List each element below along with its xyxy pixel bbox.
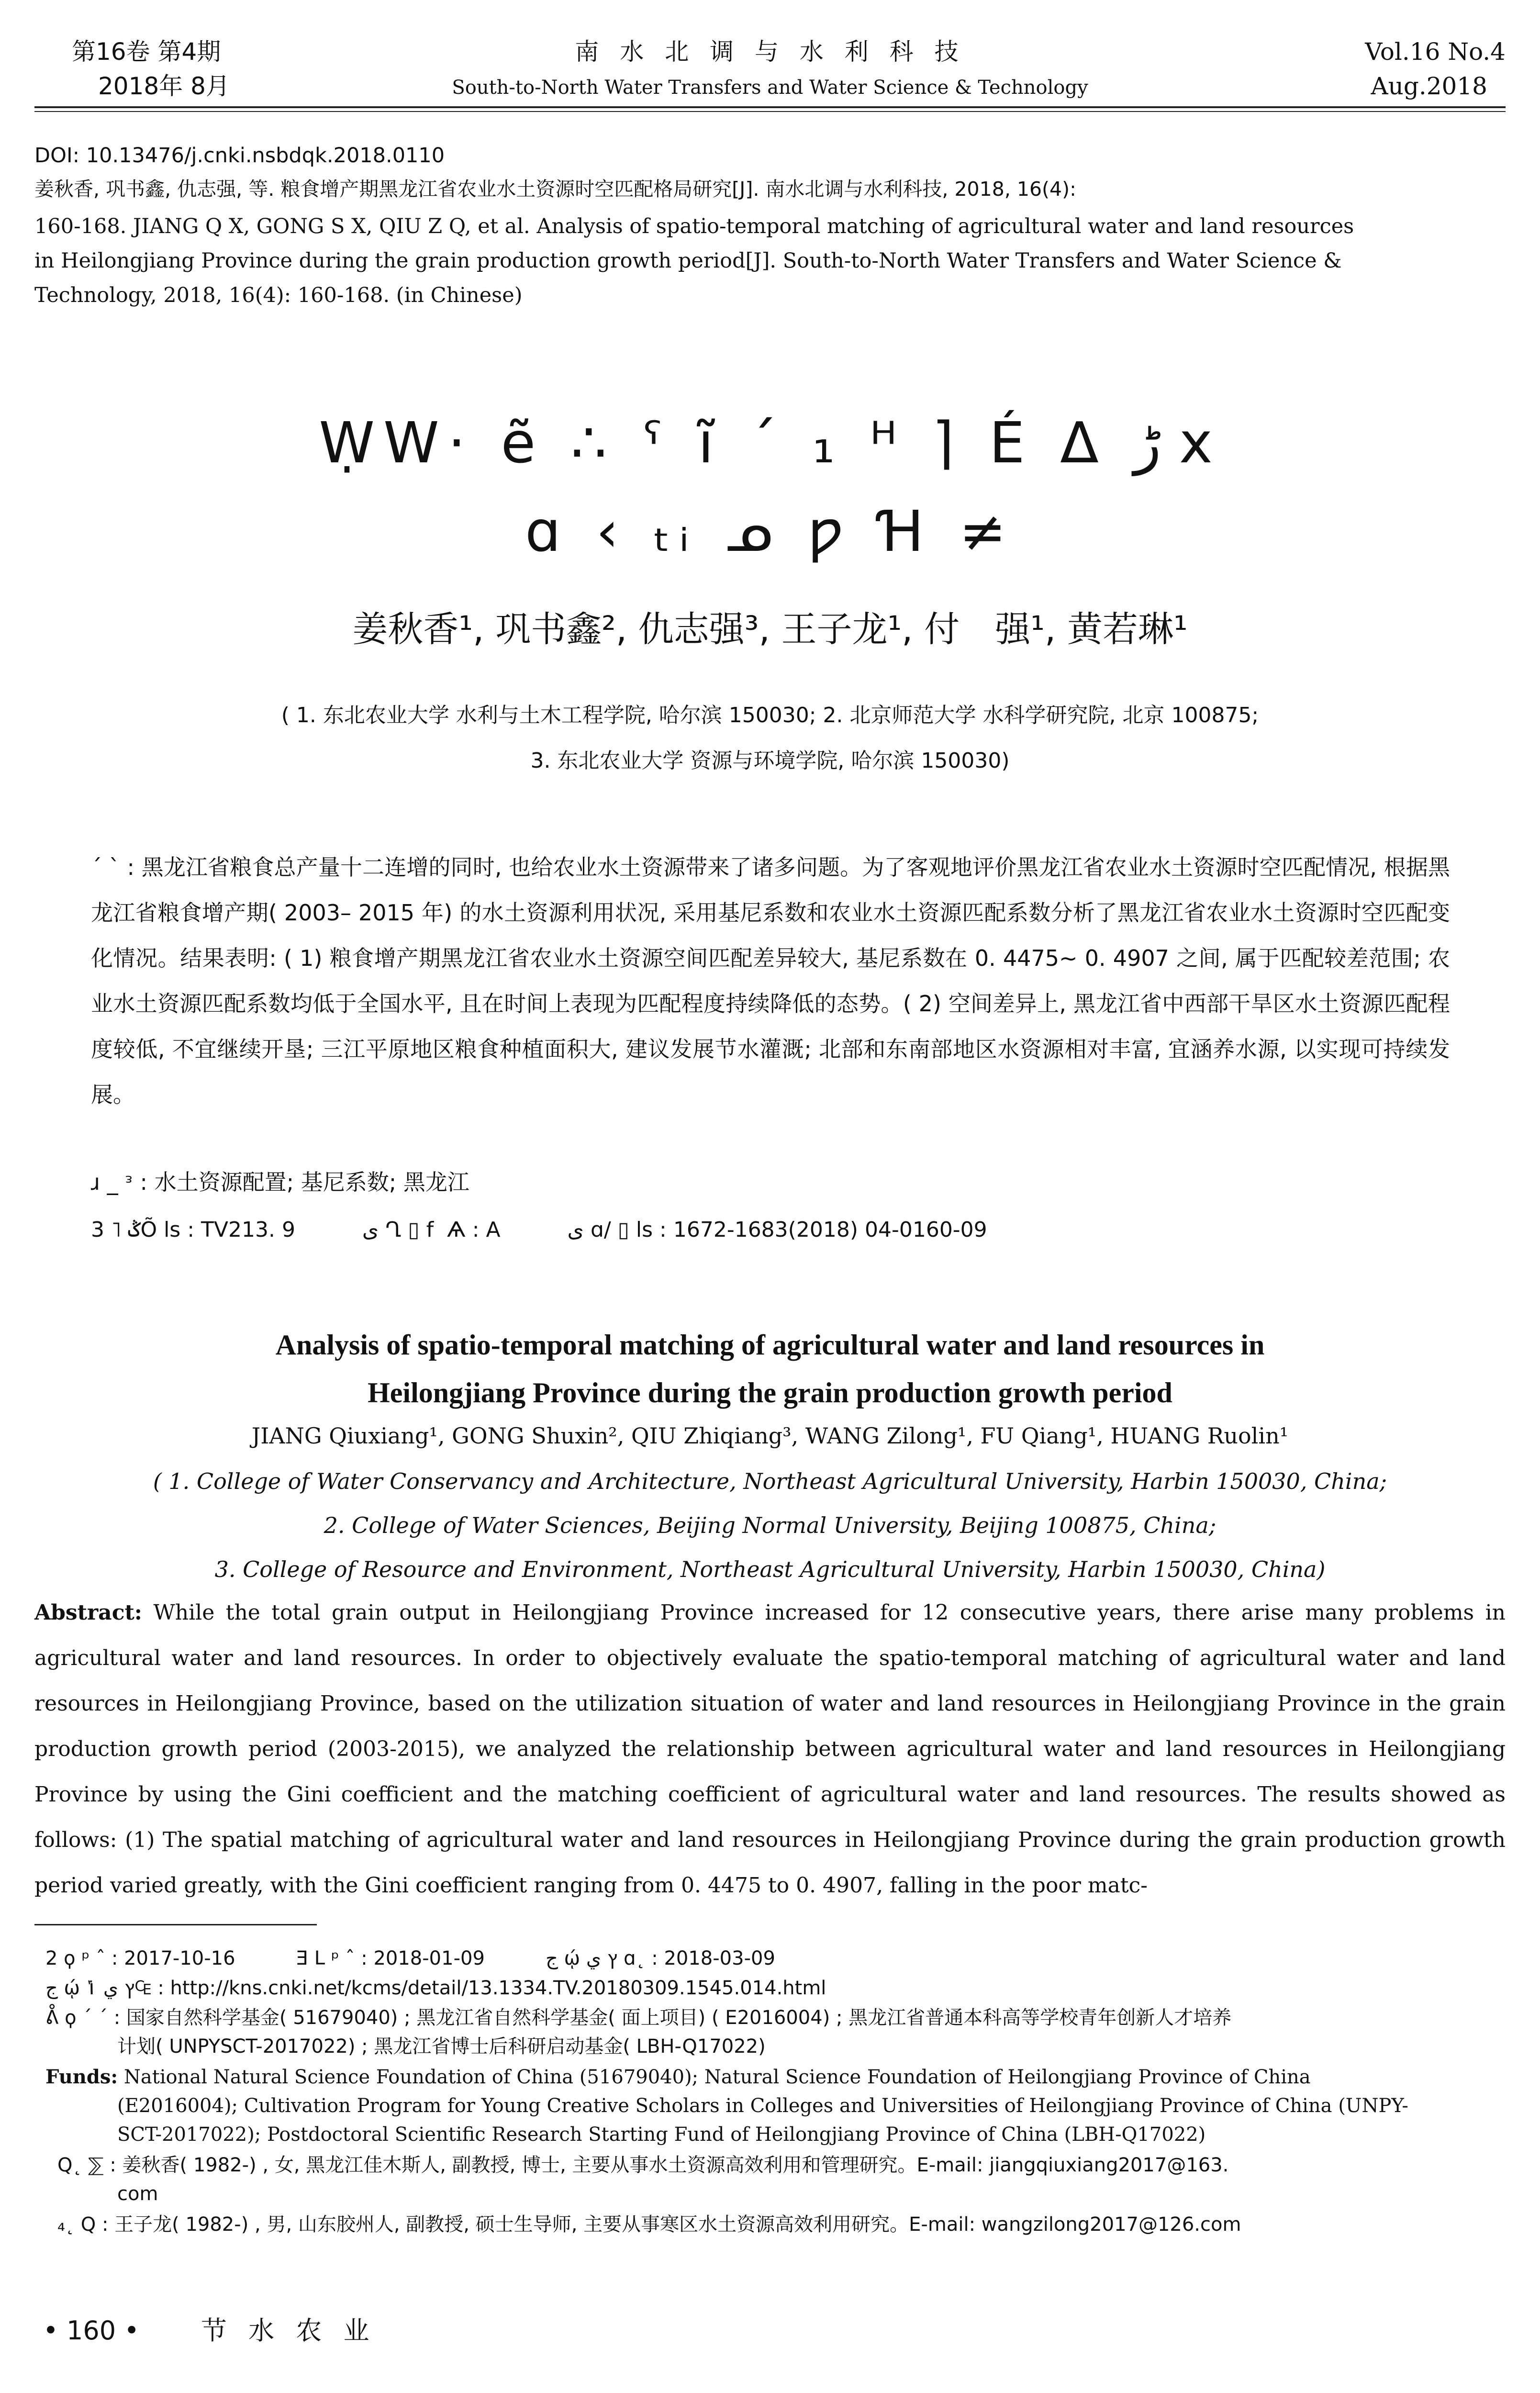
section-name: 节 水 农 业 bbox=[201, 2315, 376, 2346]
en-title-line-2: Heilongjiang Province during the grain production growth period bbox=[368, 1377, 1172, 1409]
en-affiliation-2: 2. College of Water Sciences, Beijing Normal University, Beijing 100875, China; bbox=[324, 1512, 1216, 1538]
keywords-cn bbox=[91, 1163, 469, 1201]
footnote-fund-cn-2: 计划( UNPYSCT-2017022) ; 黑龙江省博士后科研启动基金( LBH-Q17022) bbox=[117, 2035, 766, 2058]
journal-title-en: South-to-North Water Transfers and Water Science & Technology bbox=[452, 77, 1088, 99]
keywords-cn-label: ɹ _ ᵌ : bbox=[91, 1169, 155, 1195]
en-abstract bbox=[34, 1590, 1506, 1908]
paper-title-line-1: ẈW· ẽ ∴ ˁ ĩ ´ ₁ ᴴ ⌉ É ᐃ ڑ x bbox=[319, 410, 1221, 476]
journal-title-cn: 南 水 北 调 与 水 利 科 技 bbox=[575, 38, 965, 66]
footnote-funds-en-2: (E2016004); Cultivation Program for Young Creative Scholars in Colleges and Universities of Heilongjiang Province of China (UNPY- bbox=[117, 2095, 1408, 2117]
en-authors: JIANG Qiuxiang¹, GONG Shuxin², QIU Zhiqiang³, WANG Zilong¹, FU Qiang¹, HUANG Ruolin¹ bbox=[251, 1423, 1289, 1449]
footnote-rule bbox=[34, 1924, 317, 1925]
classification-line: 3 ˥ ݣÕ ls : TV213. 9 ى Ղ ▯ f Ѧ : A ى ɑ/ ▯ ls : 1672-1683(2018) 04-0160-09 bbox=[91, 1218, 987, 1242]
footnote-author-1-cont: com bbox=[117, 2183, 158, 2205]
citation-line-2: 160-168. JIANG Q X, GONG S X, QIU Z Q, et al. Analysis of spatio-temporal matching of agricultural water and land resources bbox=[34, 214, 1354, 238]
footnote-url[interactable]: ج ῴ ץ ي ݴ₠ : http://kns.cnki.net/kcms/detail/13.1334.TV.20180309.1545.014.html bbox=[45, 1977, 826, 1999]
en-title-line-1: Analysis of spatio-temporal matching of agricultural water and land resources in bbox=[275, 1329, 1265, 1361]
footnote-author-2: ₄˛ Q : 王子龙( 1982-) , 男, 山东胶州人, 副教授, 硕士生导师, 主要从事寒区水土资源高效利用研究。E-mail: wangzilong2017@126.com bbox=[57, 2214, 1241, 2236]
footnote-dates: 2 ϙ ᵖ ˆ : 2017-10-16 ⴺ ᒪ ᵖ ˆ : 2018-01-09 ج ῴ ץ ي ɑ˛ : 2018-03-09 bbox=[45, 1947, 775, 1969]
footnote-fund-cn-1: ᕔ ϙ ´ ´ : 国家自然科学基金( 51679040) ; 黑龙江省自然科学基金( 面上项目) ( E2016004) ; 黑龙江省普通本科高等学校青年创新人才培养 bbox=[45, 2007, 1232, 2029]
date-en: Aug.2018 bbox=[1371, 72, 1487, 100]
header-rule bbox=[34, 106, 1506, 108]
en-affiliation-3: 3. College of Resource and Environment, Northeast Agricultural University, Harbin 150030, China) bbox=[214, 1556, 1326, 1582]
abstract-cn bbox=[91, 845, 1450, 1118]
date-cn: 2018年 8月 bbox=[98, 72, 230, 100]
funds-text-1: National Natural Science Foundation of China (51679040); Natural Science Foundation of Heilongjiang Province of China bbox=[118, 2066, 1311, 2088]
volume-cn: 第16卷 第4期 bbox=[72, 38, 221, 66]
header-rule-thin bbox=[34, 111, 1506, 112]
footnote-funds-en-3: SCT-2017022); Postdoctoral Scientific Research Starting Fund of Heilongjiang Province of China (LBH-Q17022) bbox=[117, 2124, 1206, 2146]
paper-title-line-2: ɑ ‹ ₜᵢ ᓄ ƿ Ɦ ≠ bbox=[525, 498, 1015, 564]
affiliation-cn-line-2: 3. 东北农业大学 资源与环境学院, 哈尔滨 150030) bbox=[530, 749, 1010, 773]
doi[interactable]: DOI: 10.13476/j.cnki.nsbdqk.2018.0110 bbox=[34, 144, 445, 168]
keywords-cn-text: 水土资源配置; 基尼系数; 黑龙江 bbox=[154, 1169, 469, 1195]
affiliation-cn-line-1: ( 1. 东北农业大学 水利与土木工程学院, 哈尔滨 150030; 2. 北京师范大学 水科学研究院, 北京 100875; bbox=[281, 703, 1259, 727]
citation-line-1: 姜秋香, 巩书鑫, 仇志强, 等. 粮食增产期黑龙江省农业水土资源时空匹配格局研究[J]. 南水北调与水利科技, 2018, 16(4): bbox=[34, 178, 1076, 201]
footnote-funds-en-1 bbox=[45, 2063, 1311, 2091]
funds-label: Funds: bbox=[45, 2066, 118, 2088]
page-number: • 160 • bbox=[43, 2315, 140, 2346]
citation-line-4: Technology, 2018, 16(4): 160-168. (in Chinese) bbox=[34, 283, 523, 307]
abstract-cn-label: ´ ` : bbox=[91, 854, 142, 880]
en-abstract-text: While the total grain output in Heilongjiang Province increased for 12 consecutive years, there arise many problems in agricultural water and land resources. In order to objectively evaluate the spatio-temporal matching of agricultural water and land resources in Heilongjiang Province, based on the utilization situation of water and land resources in Heilongjiang Province in the grain production growth period (2003-2015), we analyzed the relationship between agricultural water and land resources in Heilongjiang Province by using the Gini coefficient and the matching coefficient of agricultural water and land resources. The results showed as follows: (1) The spatial matching of agricultural water and land resources in Heilongjiang Province during the grain production growth period varied greatly, with the Gini coefficient ranging from 0. 4475 to 0. 4907, falling in the poor matc- bbox=[34, 1600, 1506, 1898]
authors-cn: 姜秋香¹, 巩书鑫², 仇志强³, 王子龙¹, 付 强¹, 黄若琳¹ bbox=[352, 609, 1188, 650]
en-affiliation-1: ( 1. College of Water Conservancy and Architecture, Northeast Agricultural University, Harbin 150030, China; bbox=[153, 1468, 1387, 1494]
abstract-cn-text: 黑龙江省粮食总产量十二连增的同时, 也给农业水土资源带来了诸多问题。为了客观地评价黑龙江省农业水土资源时空匹配情况, 根据黑龙江省粮食增产期( 2003– 2015 年) 的水土资源利用状况, 采用基尼系数和农业水土资源匹配系数分析了黑龙江省农业水土资源时空匹配变化情况。结果表明: ( 1) 粮食增产期黑龙江省农业水土资源空间匹配差异较大, 基尼系数在 0. 4475~ 0. 4907 之间, 属于匹配较差范围; 农业水土资源匹配系数均低于全国水平, 且在时间上表现为匹配程度持续降低的态势。( 2) 空间差异上, 黑龙江省中西部干旱区水土资源匹配程度较低, 不宜继续开垦; 三江平原地区粮食种植面积大, 建议发展节水灌溉; 北部和东南部地区水资源相对丰富, 宜涵养水源, 以实现可持续发展。 bbox=[91, 854, 1450, 1107]
footnote-author-1: Q˛ ⅀ : 姜秋香( 1982-) , 女, 黑龙江佳木斯人, 副教授, 博士, 主要从事水土资源高效利用和管理研究。E-mail: jiangqiuxiang2017@163. bbox=[57, 2154, 1229, 2176]
volume-en: Vol.16 No.4 bbox=[1365, 38, 1506, 66]
citation-line-3: in Heilongjiang Province during the grain production growth period[J]. South-to-North Water Transfers and Water Science & bbox=[34, 249, 1342, 273]
en-abstract-label: Abstract: bbox=[34, 1600, 143, 1625]
